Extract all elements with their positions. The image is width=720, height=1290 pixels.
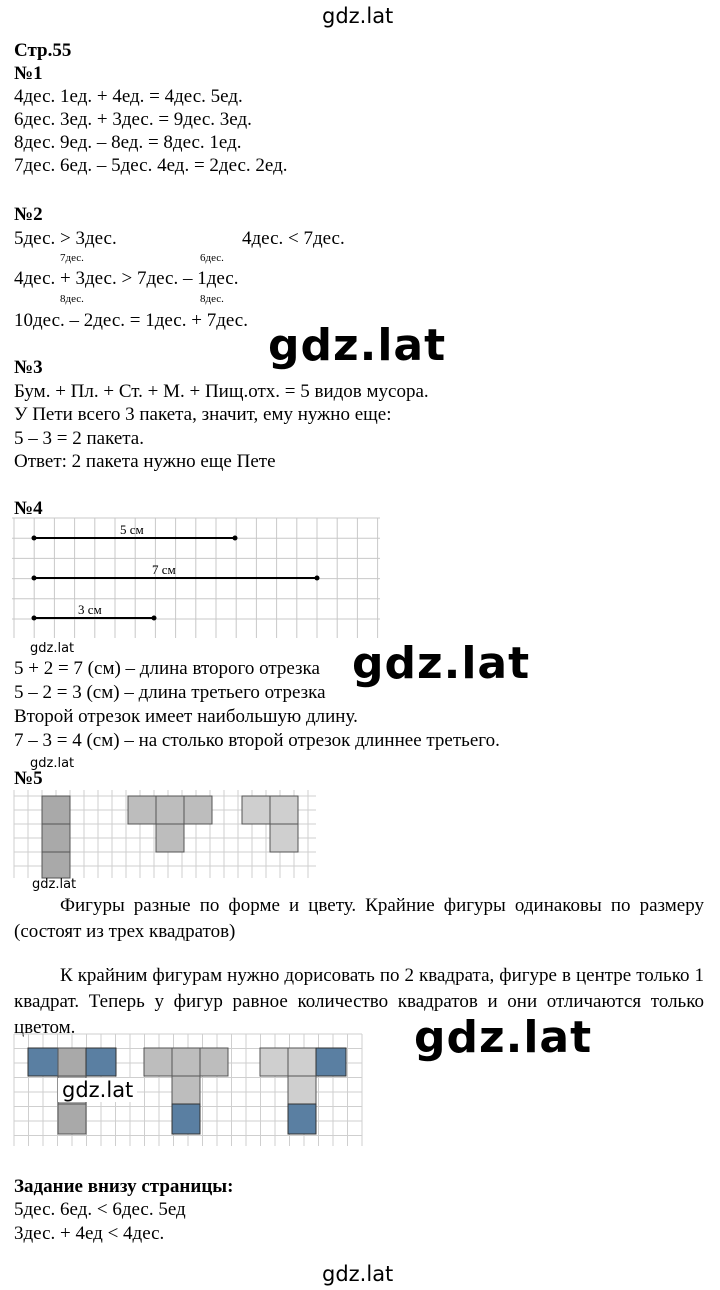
- task1-heading: №1: [14, 63, 43, 84]
- square-dark: [58, 1104, 86, 1134]
- task2-line3: 10дес. – 2дес. = 1дес. + 7дес.: [14, 310, 248, 331]
- watermark-big: gdz.lat: [414, 1012, 593, 1063]
- square-dark: [42, 852, 70, 878]
- square-blue: [288, 1104, 316, 1134]
- segment-point: [32, 616, 37, 621]
- segment-point: [233, 536, 238, 541]
- figures-grid-initial: [14, 790, 316, 878]
- task5-paragraph: Фигуры разные по форме и цвету. Крайние фигуры одинаковы по размеру (состоят из трех квадратов): [14, 895, 704, 942]
- watermark-bottom: gdz.lat: [322, 1262, 394, 1286]
- watermark-small: gdz.lat: [30, 641, 75, 656]
- watermark-big: gdz.lat: [352, 638, 531, 689]
- task5-heading: №5: [14, 768, 43, 789]
- task1-line: 4дес. 1ед. + 4ед. = 4дес. 5ед.: [14, 86, 243, 107]
- segment-point: [32, 576, 37, 581]
- square-mid: [184, 796, 212, 824]
- square-blue: [28, 1048, 58, 1076]
- task3-line: 5 – 3 = 2 пакета.: [14, 428, 144, 449]
- square-blue: [172, 1104, 200, 1134]
- task2-line2: 4дес. + 3дес. > 7дес. – 1дес.: [14, 268, 239, 289]
- segment-label: 5 см: [120, 522, 144, 537]
- square-mid: [200, 1048, 228, 1076]
- bottom-task-line: 5дес. 6ед. < 6дес. 5ед: [14, 1199, 186, 1220]
- task1-line: 6дес. 3ед. + 3дес. = 9дес. 3ед.: [14, 109, 252, 130]
- task3-heading: №3: [14, 357, 43, 378]
- square-dark: [58, 1048, 86, 1076]
- square-light: [270, 824, 298, 852]
- square-mid: [172, 1048, 200, 1076]
- square-mid: [172, 1076, 200, 1104]
- square-mid: [128, 796, 156, 824]
- task5-paragraph: К крайним фигурам нужно дорисовать по 2 квадрата, фигуре в центре только 1 квадрат. Теперь у фигур равное количество квадратов и они отличаются только цветом.: [14, 965, 704, 1038]
- bottom-task-heading: Задание внизу страницы:: [14, 1176, 234, 1197]
- square-light: [288, 1076, 316, 1104]
- task3-line: Ответ: 2 пакета нужно еще Пете: [14, 451, 276, 472]
- task4-line: 5 + 2 = 7 (см) – длина второго отрезка: [14, 658, 320, 679]
- task4-line: 7 – 3 = 4 (см) – на столько второй отрезок длиннее третьего.: [14, 730, 500, 751]
- task2-note: 7дес.: [60, 252, 84, 264]
- segment-point: [152, 616, 157, 621]
- square-light: [288, 1048, 316, 1076]
- task4-line: 5 – 2 = 3 (см) – длина третьего отрезка: [14, 682, 326, 703]
- bottom-task-line: 3дес. + 4ед < 4дес.: [14, 1223, 165, 1244]
- square-light: [242, 796, 270, 824]
- page-title: Стр.55: [14, 40, 72, 61]
- watermark-small: gdz.lat: [30, 756, 75, 771]
- watermark-small: gdz.lat: [32, 877, 77, 892]
- square-mid: [156, 824, 184, 852]
- square-light: [260, 1048, 288, 1076]
- square-blue: [86, 1048, 116, 1076]
- watermark-big: gdz.lat: [268, 320, 447, 371]
- segment-label: 3 см: [78, 602, 102, 617]
- segments-grid: [12, 518, 382, 638]
- task2-note: 8дес.: [60, 293, 84, 305]
- square-mid: [144, 1048, 172, 1076]
- square-mid: [156, 796, 184, 824]
- task4-line: Второй отрезок имеет наибольшую длину.: [14, 706, 358, 727]
- task3-line: У Пети всего 3 пакета, значит, ему нужно еще:: [14, 404, 392, 425]
- segment-label: 7 см: [152, 562, 176, 577]
- watermark-mid: gdz.lat: [58, 1078, 137, 1102]
- task2-heading: №2: [14, 204, 43, 225]
- task4-heading: №4: [14, 498, 43, 519]
- task1-line: 8дес. 9ед. – 8ед. = 8дес. 1ед.: [14, 132, 242, 153]
- square-dark: [42, 824, 70, 852]
- square-dark: [42, 796, 70, 824]
- task3-line: Бум. + Пл. + Ст. + М. + Пищ.отх. = 5 видов мусора.: [14, 381, 429, 402]
- task2-line1-left: 5дес. > 3дес.: [14, 228, 117, 249]
- segment-point: [315, 576, 320, 581]
- task2-note: 8дес.: [200, 293, 224, 305]
- watermark-top: gdz.lat: [322, 4, 394, 28]
- task1-line: 7дес. 6ед. – 5дес. 4ед. = 2дес. 2ед.: [14, 155, 288, 176]
- task2-line1-right: 4дес. < 7дес.: [242, 228, 345, 249]
- square-blue: [316, 1048, 346, 1076]
- square-light: [270, 796, 298, 824]
- segment-point: [32, 536, 37, 541]
- task2-note: 6дес.: [200, 252, 224, 264]
